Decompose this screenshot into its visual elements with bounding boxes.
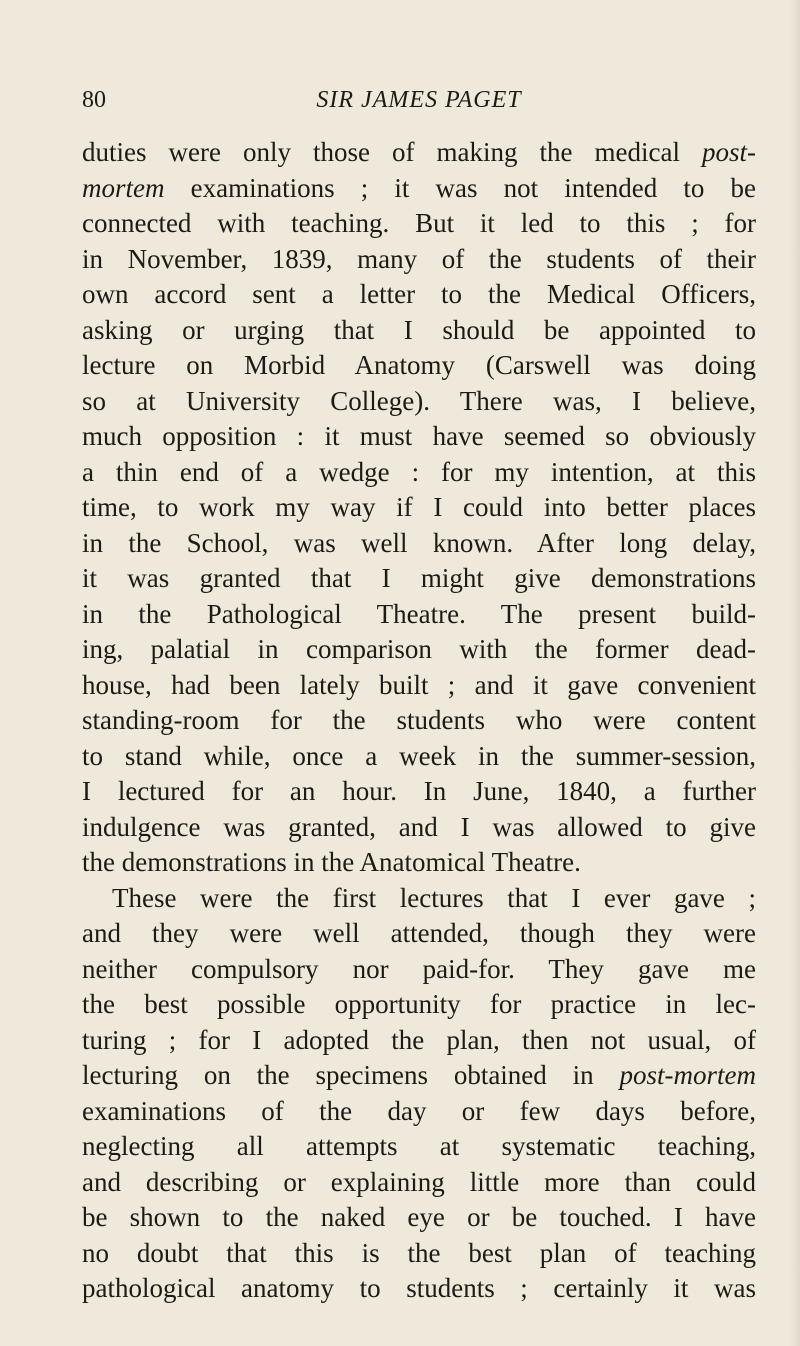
text-line: to stand while, once a week in the summer-session, [82, 740, 756, 771]
running-head [82, 83, 756, 117]
text-line: time, to work my way if I could into better places [82, 492, 756, 522]
text-line: ing, palatial in comparison with the former dead- [82, 634, 756, 664]
text-line: house, had been lately built ; and it gave convenient [82, 669, 756, 700]
text-line: neither compulsory nor paid-for. They gave me [82, 953, 756, 984]
text-line: and describing or explaining little more than could [82, 1166, 756, 1197]
text-line: much opposition : it must have seemed so obviously [82, 421, 756, 451]
text-line: and they were well attended, though they were [82, 918, 756, 948]
text-line: These were the first lectures that I ever gave ; [112, 882, 756, 913]
text-line: I lectured for an hour. In June, 1840, a further [82, 776, 756, 806]
text-line: pathological anatomy to students ; certainly it was [82, 1273, 756, 1303]
text-line: examinations of the day or few days before, [82, 1095, 756, 1126]
text-line: turing ; for I adopted the plan, then not usual, of [82, 1024, 756, 1055]
text-line: the demonstrations in the Anatomical Theatre. [82, 847, 581, 877]
body-text [82, 135, 756, 1307]
text-line: asking or urging that I should be appointed to [82, 314, 756, 345]
text-line: the best possible opportunity for practice in lec- [82, 989, 756, 1019]
text-line: connected with teaching. But it led to this ; for [82, 208, 756, 238]
page-number: 80 [82, 87, 106, 113]
running-title: SIR JAMES PAGET [316, 87, 522, 113]
text-line: it was granted that I might give demonstrations [82, 563, 756, 593]
text-line: a thin end of a wedge : for my intention, at this [82, 456, 756, 487]
page-edge-shadow [790, 0, 800, 1346]
text-line: own accord sent a letter to the Medical Officers, [82, 279, 756, 309]
text-line: indulgence was granted, and I was allowed to give [82, 811, 756, 842]
text-line: in the School, was well known. After long delay, [82, 527, 756, 558]
text-line: in the Pathological Theatre. The present build- [82, 598, 756, 629]
text-line: lecturing on the specimens obtained in post-mortem [82, 1060, 756, 1090]
text-line: no doubt that this is the best plan of teaching [82, 1237, 756, 1268]
text-line: duties were only those of making the medical post- [82, 137, 756, 167]
text-line: standing-room for the students who were content [82, 705, 756, 735]
text-line: in November, 1839, many of the students of their [82, 243, 756, 274]
text-line: neglecting all attempts at systematic teaching, [82, 1131, 756, 1161]
text-line: be shown to the naked eye or be touched. I have [82, 1202, 756, 1232]
text-line: mortem examinations ; it was not intended to be [82, 172, 756, 203]
text-line: so at University College). There was, I believe, [82, 385, 756, 416]
text-line: lecture on Morbid Anatomy (Carswell was doing [82, 350, 756, 380]
